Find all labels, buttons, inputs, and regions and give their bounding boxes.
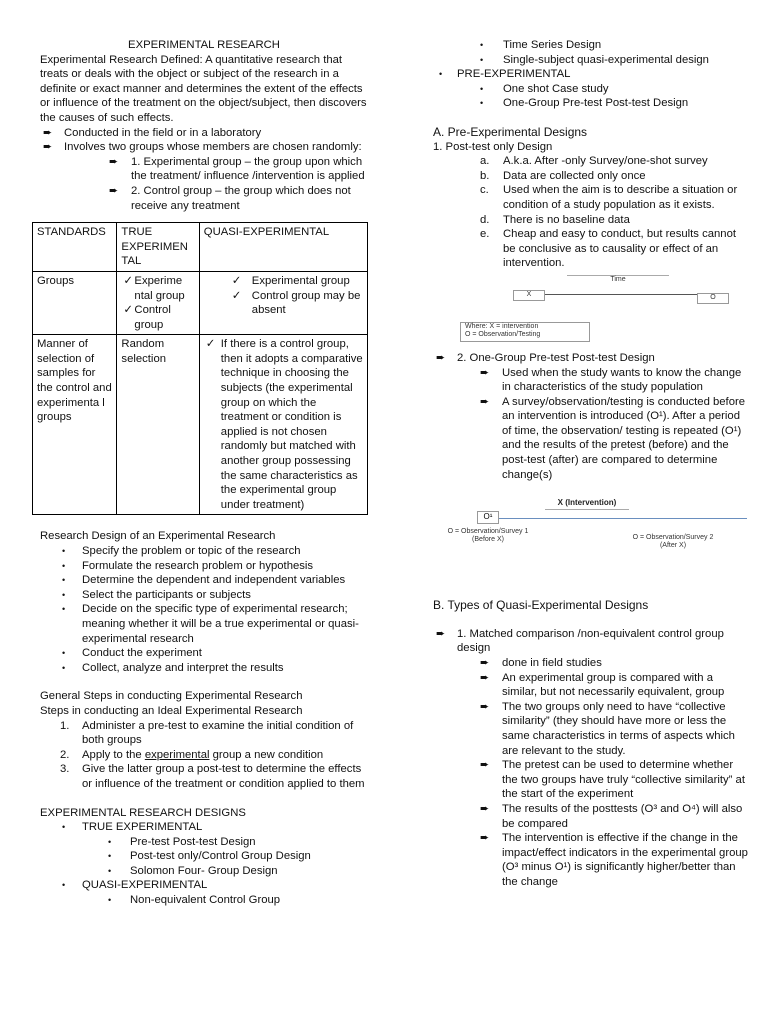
list-item: ➨ 2. Control group – the group which does not receive any treatment xyxy=(87,184,368,213)
one-group-heading-list xyxy=(433,351,751,366)
quasi-experimental-list xyxy=(40,893,368,908)
table-header-row xyxy=(33,223,368,272)
list-item: ✓ Experimental group xyxy=(204,274,363,289)
list-item: • Collect, analyze and interpret the results xyxy=(40,661,368,676)
list-item: ➨ 1. Matched comparison /non-equivalent control group design xyxy=(433,627,751,656)
list-item: • Single-subject quasi-experimental design xyxy=(433,53,751,68)
intervention-box: X xyxy=(513,290,545,301)
comparison-table xyxy=(32,222,368,515)
list-item: a. A.k.a. After -only Survey/one-shot survey xyxy=(480,155,708,168)
list-item: ✓ Control group xyxy=(121,303,194,332)
list-item: ➨ The two groups only need to have “collective similarity” (they should have more or less the same characteristics in terms of aspects which are relevant to the study. xyxy=(458,700,751,758)
table-row xyxy=(33,335,368,515)
designs-list-2 xyxy=(40,878,368,893)
list-item: ➨ The intervention is effective if the change in the impact/effect indicators in the experimental group (O³ minus O¹) is significantly higher/better than the change xyxy=(458,831,751,889)
list-item: ✓ Control group may be absent xyxy=(204,289,363,318)
post-only-diagram xyxy=(433,271,751,351)
table-cell: Manner of selection of samples for the control and experimenta l groups xyxy=(33,335,117,515)
after-line: (After X) xyxy=(659,542,687,550)
pretest-box: O¹ xyxy=(477,511,499,524)
section-b-heading: B. Types of Quasi-Experimental Designs xyxy=(433,598,649,613)
section-a-heading: A. Pre-Experimental Designs xyxy=(433,124,588,139)
pre-exp-list xyxy=(433,82,751,111)
list-item: ➨ Used when the study wants to know the change in characteristics of the study population xyxy=(458,366,751,395)
table-cell: Random selection xyxy=(117,335,199,515)
timeline-arrow xyxy=(533,294,723,295)
before-line: O = Observation/Survey 1 xyxy=(447,528,529,536)
legend-line: Where: X = intervention xyxy=(465,322,539,330)
diagram-legend xyxy=(460,322,590,342)
document-title: EXPERIMENTAL RESEARCH xyxy=(128,39,280,51)
group-bullets xyxy=(40,155,368,213)
matched-list xyxy=(433,656,751,890)
list-item: ➨ Conducted in the field or in a laboratory xyxy=(40,126,368,141)
design-steps-list xyxy=(40,544,368,675)
one-group-list xyxy=(433,366,751,483)
list-item: • Pre-test Post-test Design xyxy=(40,835,368,850)
list-item: ➨ An experimental group is compared with a similar, but not necessarily equivalent, group xyxy=(458,671,751,700)
list-item: ➨ The pretest can be used to determine whether the two groups have truly “collective similarity” at the start of the experiment xyxy=(458,758,751,802)
true-experimental-list xyxy=(40,835,368,879)
list-item: 2. Apply to the experimental group a new condition xyxy=(60,748,324,761)
list-item: ➨ 2. One-Group Pre-test Post-test Design xyxy=(433,351,751,366)
table-header-cell: TRUE EXPERIMEN TAL xyxy=(117,223,199,272)
table-cell xyxy=(117,271,199,334)
before-line: (Before X) xyxy=(472,536,504,544)
list-item: 3. Give the latter group a post-test to determine the effects or influence of the treatment or condition applied to them xyxy=(60,763,365,790)
right-column xyxy=(433,38,751,890)
list-item: • TRUE EXPERIMENTAL xyxy=(40,820,368,835)
list-item: 1. Administer a pre-test to examine the initial condition of both groups xyxy=(60,719,354,747)
list-item: • One-Group Pre-test Post-test Design xyxy=(433,96,751,111)
list-item: ✓ Experime ntal group xyxy=(121,274,194,303)
list-item: • One shot Case study xyxy=(433,82,751,97)
intervention-label: X (Intervention) xyxy=(545,498,629,510)
list-item: c. Used when the aim is to describe a situation or condition of a study population as it exists. xyxy=(480,184,738,211)
timeline-arrow xyxy=(497,518,747,519)
list-item: • QUASI-EXPERIMENTAL xyxy=(40,878,368,893)
definition-bullets xyxy=(40,126,368,155)
list-item: • Time Series Design xyxy=(433,38,751,53)
list-item: • Specify the problem or topic of the research xyxy=(40,544,368,559)
matched-heading-list xyxy=(433,627,751,656)
legend-line: O = Observation/Testing xyxy=(465,330,541,338)
general-steps-heading: General Steps in conducting Experimental Research xyxy=(40,690,303,703)
list-item: ➨ A survey/observation/testing is conducted before an intervention is introduced (O¹). After a period of time, the observation/ testing is repeated (O¹) and the results of the pretest (before) and the post-test (after) are compared to determine change(s) xyxy=(458,395,751,483)
list-item: b. Data are collected only once xyxy=(480,169,646,182)
list-item: ➨ 1. Experimental group – the group upon which the treatment/ influence /intervention is applied xyxy=(87,155,368,184)
post-only-list xyxy=(433,154,751,271)
list-item: ➨ The results of the posttests (O³ and O⁴) will also be compared xyxy=(458,802,751,831)
designs-heading: EXPERIMENTAL RESEARCH DESIGNS xyxy=(40,806,246,819)
table-header-cell: QUASI-EXPERIMENTAL xyxy=(199,223,367,272)
ideal-steps-heading: Steps in conducting an Ideal Experimental Research xyxy=(40,704,303,717)
time-label: Time xyxy=(567,275,669,286)
list-item: • Formulate the research problem or hypothesis xyxy=(40,559,368,574)
post-only-heading: 1. Post-test only Design xyxy=(433,140,553,153)
table-row xyxy=(33,271,368,334)
pre-exp-heading-list xyxy=(433,67,751,82)
observation-box: O xyxy=(697,293,729,304)
table-cell xyxy=(199,271,367,334)
list-item: ➨ Involves two groups whose members are chosen randomly: xyxy=(40,140,368,155)
list-item: • Conduct the experiment xyxy=(40,646,368,661)
left-column xyxy=(37,38,368,908)
quasi-cont-list xyxy=(433,38,751,67)
list-item: • Non-equivalent Control Group xyxy=(40,893,368,908)
after-line: O = Observation/Survey 2 xyxy=(632,534,714,542)
list-item: • Solomon Four- Group Design xyxy=(40,864,368,879)
table-cell xyxy=(199,335,367,515)
table-cell: Groups xyxy=(33,271,117,334)
one-group-diagram xyxy=(433,496,751,578)
definition-paragraph: Experimental Research Defined: A quantitative research that treats or deals with the object or subject of the research in a definite or exact manner and determines the extent of the effects or influence of the treatment on the object/subject, then discovers the causes of such effects. xyxy=(40,53,367,124)
design-heading: Research Design of an Experimental Research xyxy=(40,530,276,543)
after-label xyxy=(613,534,733,553)
list-item: e. Cheap and easy to conduct, but results cannot be conclusive as to causality or effect of an intervention. xyxy=(480,228,736,270)
before-label xyxy=(433,528,543,547)
table-header-cell: STANDARDS xyxy=(33,223,117,272)
list-item: d. There is no baseline data xyxy=(480,213,630,226)
list-item: ✓ If there is a control group, then it adopts a comparative technique in choosing the subjects (the experimental group on which the treatment or condition is applied is not chosen randomly but matched with another group possessing the same characteristics as the experimental group under treatment) xyxy=(204,337,363,512)
list-item: • PRE-EXPERIMENTAL xyxy=(433,67,751,82)
list-item: • Post-test only/Control Group Design xyxy=(40,849,368,864)
list-item: • Determine the dependent and independent variables xyxy=(40,573,368,588)
list-item: • Decide on the specific type of experimental research; meaning whether it will be a true experimental or quasi-experimental research xyxy=(40,602,368,646)
ideal-steps-list xyxy=(40,719,368,792)
list-item: ➨ done in field studies xyxy=(458,656,751,671)
designs-list xyxy=(40,820,368,835)
list-item: • Select the participants or subjects xyxy=(40,588,368,603)
